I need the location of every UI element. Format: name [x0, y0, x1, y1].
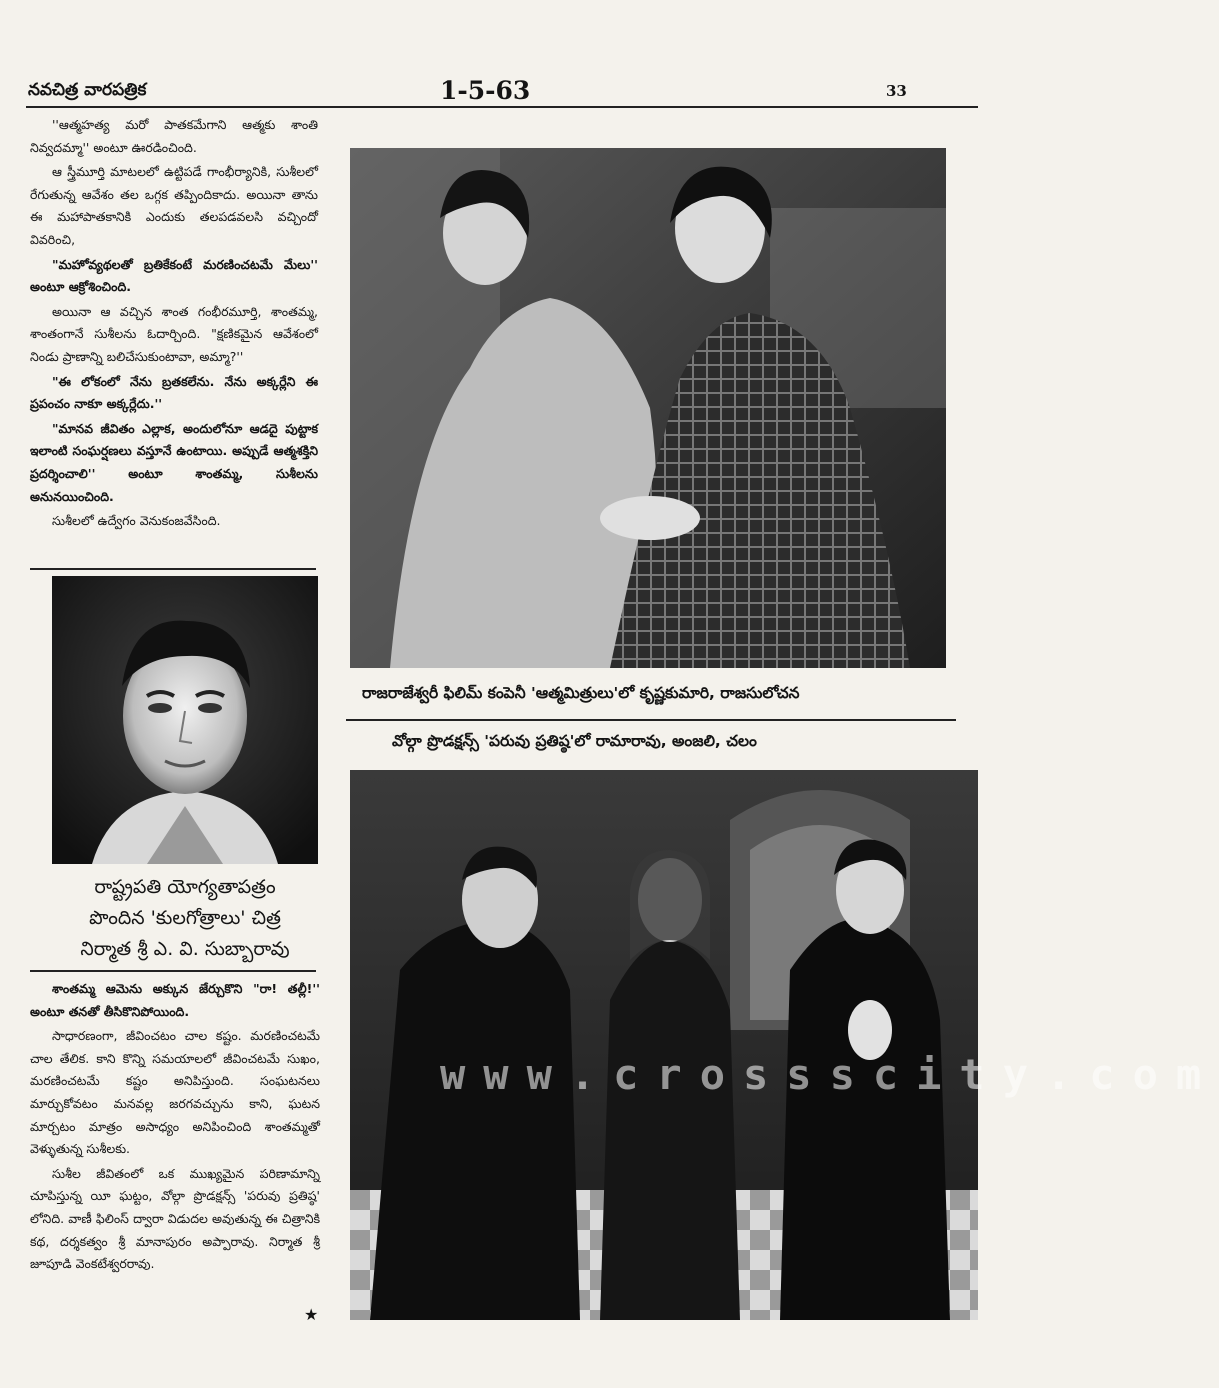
column-rule — [30, 568, 316, 570]
paragraph: "మానవ జీవితం ఎల్లాక, అందులోనూ ఆడదై పుట్టాక ఇలాంటి సంఘర్షణలు వస్తూనే ఉంటాయి. అప్పుడే ఆత్మశక్తిని ప్రదర్శించాలి'' అంటూ శాంతమ్మ, సుశీలను అనునయించింది. — [30, 420, 318, 504]
page-number: 33 — [886, 82, 907, 100]
paragraph: ఆ స్త్రీమూర్తి మాటలలో ఉట్టిపడే గాంభీర్యానికి, సుశీలలో రేగుతున్న ఆవేశం తల ఒగ్గక తప్పిందికాదు. అయినా తాను ఈ మహాపాతకానికి ఎందుకు తలపడవలసి వచ్చిందో వివరించి, — [30, 164, 318, 247]
paragraph: సుశీలలో ఉద్వేగం వెనుకంజవేసింది. — [52, 513, 221, 529]
caption-rule — [346, 719, 956, 721]
end-mark: ★ — [304, 1305, 319, 1324]
site-watermark: www.crossscity.com — [440, 1050, 1219, 1099]
paragraph: ''ఆత్మహత్య మరో పాతకమేగాని ఆత్మకు శాంతి నివ్వదమ్మా'' అంటూ ఊరడించింది. — [30, 117, 318, 155]
article-column-top — [30, 114, 318, 566]
portrait-caption — [40, 872, 330, 965]
still-photo-aathmamithrulu — [350, 148, 946, 668]
paragraph: "ఈ లోకంలో నేను బ్రతకలేను. నేను అక్కర్లేని ఈ ప్రపంచం నాకూ అక్కర్లేదు.'' — [30, 373, 318, 412]
paragraph: "మహోవ్యథలతో బ్రతికేకంటే మరణించటమే మేలు'' అంటూ ఆక్రోశించింది. — [30, 256, 318, 295]
still-photo-paruvu-prathishta — [350, 770, 978, 1320]
issue-date: 1-5-63 — [440, 76, 531, 105]
article-column-bottom — [30, 978, 320, 1323]
caption-line: పొందిన 'కులగోత్రాలు' చిత్ర — [89, 907, 281, 929]
header-rule — [26, 106, 978, 108]
caption-line: నిర్మాత శ్రీ ఎ. వి. సుబ్బారావు — [80, 938, 290, 960]
film-still-illustration — [350, 770, 978, 1320]
column-rule — [30, 970, 316, 972]
magazine-title: నవచిత్ర వారపత్రిక — [28, 80, 147, 100]
portrait-photo — [52, 576, 318, 864]
paragraph: సుశీల జీవితంలో ఒక ముఖ్యమైన పరిణామాన్ని చూపిస్తున్న యీ ఘట్టం, వోల్గా ప్రొడక్షన్స్ 'పరువు ప్రతిష్ఠ' లోనిది. వాణీ ఫిలింస్ ద్వారా విడుదల అవుతున్న ఈ చిత్రానికి కథ, దర్శకత్వం శ్రీ మానాపురం అప్పారావు. నిర్మాత శ్రీ జూపూడి వెంకటేశ్వరరావు. — [30, 1165, 320, 1272]
caption-line: రాష్ట్రపతి యోగ్యతాపత్రం — [94, 876, 276, 898]
paragraph: అయినా ఆ వచ్చిన శాంత గంభీరమూర్తి, శాంతమ్మ, శాంతంగానే సుశీలను ఓదార్చింది. "క్షణికమైన ఆవేశంలో నిండు ప్రాణాన్ని బలిచేసుకుంటావా, అమ్మా?'' — [30, 303, 318, 364]
portrait-illustration — [52, 576, 318, 864]
film-still-illustration — [350, 148, 946, 668]
photo-caption-top: రాజరాజేశ్వరీ ఫిలిమ్ కంపెనీ 'ఆత్మమిత్రులు'లో కృష్ణకుమారి, రాజసులోచన — [362, 684, 800, 702]
photo-caption-bottom: వోల్గా ప్రొడక్షన్స్ 'పరువు ప్రతిష్ఠ'లో రామారావు, అంజలి, చలం — [392, 732, 757, 750]
paragraph: శాంతమ్మ ఆమెను అక్కున జేర్చుకొని "రా! తల్లీ!'' అంటూ తనతో తీసికొనిపోయింది. — [30, 981, 320, 1019]
paragraph: సాధారణంగా, జీవించటం చాల కష్టం. మరణించటమే చాల తేలిక. కాని కొన్ని సమయాలలో జీవించటమే సుఖం, మరణించటమే కష్టం అనిపిస్తుంది. సంఘటనలు మార్చుకోవటం మనవల్ల జరగవచ్చును కాని, ఘటన మార్చటం మాత్రం అసాధ్యం అనిపించింది శాంతమ్మతో వెళ్ళుతున్న సుశీలకు. — [30, 1028, 320, 1157]
